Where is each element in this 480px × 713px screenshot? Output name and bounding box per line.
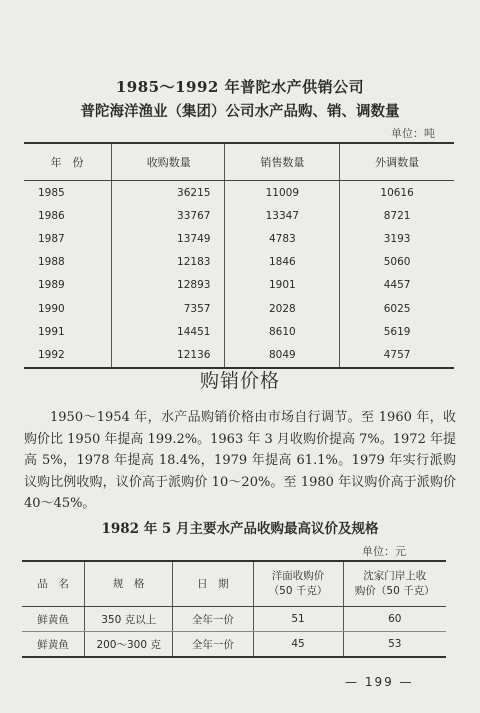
cell-purchase: 7357	[112, 297, 225, 320]
cell-purchase: 13749	[112, 227, 225, 250]
cell-export: 4457	[340, 274, 454, 297]
cell-sales: 4783	[225, 227, 340, 250]
column-header-shore-price: 沈家门岸上收 购价（50 千克）	[343, 561, 446, 607]
table-row	[24, 204, 454, 227]
cell-shore-price: 53	[343, 632, 446, 658]
cell-sales: 2028	[225, 297, 340, 320]
table-row	[24, 320, 454, 343]
table1-unit: 单位：吨	[391, 127, 435, 140]
purchase-sales-table	[24, 142, 454, 369]
cell-year: 1991	[38, 325, 65, 338]
table2-unit: 单位：元	[362, 545, 406, 558]
cell-sales: 1901	[225, 274, 340, 297]
section-heading: 购销价格	[199, 370, 280, 392]
body-paragraph: 1950～1954 年，水产品购销价格由市场自行调节。至 1960 年，收购价比 1950 年提高 199.2%。1963 年 3 月收购价提高 7%。1972 年提高 5%，1978 年提高 18.4%，1979 年提高 61.1%。1979 年实行派购议购比例收购，议价高于派购价 10～20%。至 1980 年议购价高于派购价 40～45%。	[24, 410, 456, 511]
cell-export: 10616	[340, 181, 454, 205]
cell-export: 3193	[340, 227, 454, 250]
column-header-export: 外调数量	[340, 143, 454, 181]
cell-year: 1986	[38, 209, 65, 222]
cell-sales: 8610	[225, 320, 340, 343]
cell-purchase: 12893	[112, 274, 225, 297]
table-header-row	[24, 143, 454, 181]
table2-title: 1982 年 5 月主要水产品收购最高议价及规格	[101, 521, 379, 537]
cell-export: 5060	[340, 251, 454, 274]
cell-sales: 13347	[225, 204, 340, 227]
cell-export: 5619	[340, 320, 454, 343]
cell-sea-price: 51	[253, 607, 343, 632]
cell-year: 1988	[38, 256, 65, 269]
column-header-date: 日 期	[173, 561, 253, 607]
column-header-year: 年 份	[24, 143, 112, 181]
column-header-sea-price: 洋面收购价 （50 千克）	[253, 561, 343, 607]
cell-export: 8721	[340, 204, 454, 227]
column-header-sales: 销售数量	[225, 143, 340, 181]
cell-product: 鲜黄鱼	[22, 607, 85, 632]
column-header-product: 品 名	[22, 561, 85, 607]
table-header-row	[22, 561, 446, 607]
table-row	[24, 343, 454, 367]
cell-sales: 1846	[225, 251, 340, 274]
cell-date: 全年一价	[173, 607, 253, 632]
cell-year: 1987	[38, 232, 65, 245]
cell-sales: 11009	[225, 181, 340, 205]
cell-product: 鲜黄鱼	[22, 632, 85, 658]
cell-spec: 350 克以上	[85, 607, 173, 632]
table-row	[24, 251, 454, 274]
table-row	[24, 181, 454, 205]
cell-year: 1990	[38, 302, 65, 315]
cell-shore-price: 60	[343, 607, 446, 632]
column-header-purchase: 收购数量	[112, 143, 225, 181]
cell-sea-price: 45	[253, 632, 343, 658]
cell-export: 6025	[340, 297, 454, 320]
cell-year: 1992	[24, 343, 112, 367]
column-header-spec: 规 格	[85, 561, 173, 607]
cell-spec: 200～300 克	[85, 632, 173, 658]
page-number: — 199 —	[345, 675, 414, 689]
cell-export: 4757	[340, 343, 454, 367]
table1-title-line2: 普陀海洋渔业（集团）公司水产品购、销、调数量	[80, 103, 400, 120]
cell-purchase: 36215	[112, 181, 225, 205]
cell-sales: 8049	[225, 343, 340, 367]
cell-purchase: 14451	[112, 320, 225, 343]
table-row	[24, 297, 454, 320]
cell-purchase: 12136	[112, 343, 225, 367]
cell-year: 1989	[38, 279, 65, 292]
table-row	[24, 227, 454, 250]
cell-year: 1985	[38, 186, 65, 199]
table-row	[22, 607, 446, 632]
cell-date: 全年一价	[173, 632, 253, 658]
cell-purchase: 33767	[112, 204, 225, 227]
table-row	[22, 632, 446, 658]
table-row	[24, 274, 454, 297]
table1-title-line1: 1985～1992 年普陀水产供销公司	[115, 78, 365, 96]
price-spec-table	[22, 560, 446, 658]
cell-purchase: 12183	[112, 251, 225, 274]
